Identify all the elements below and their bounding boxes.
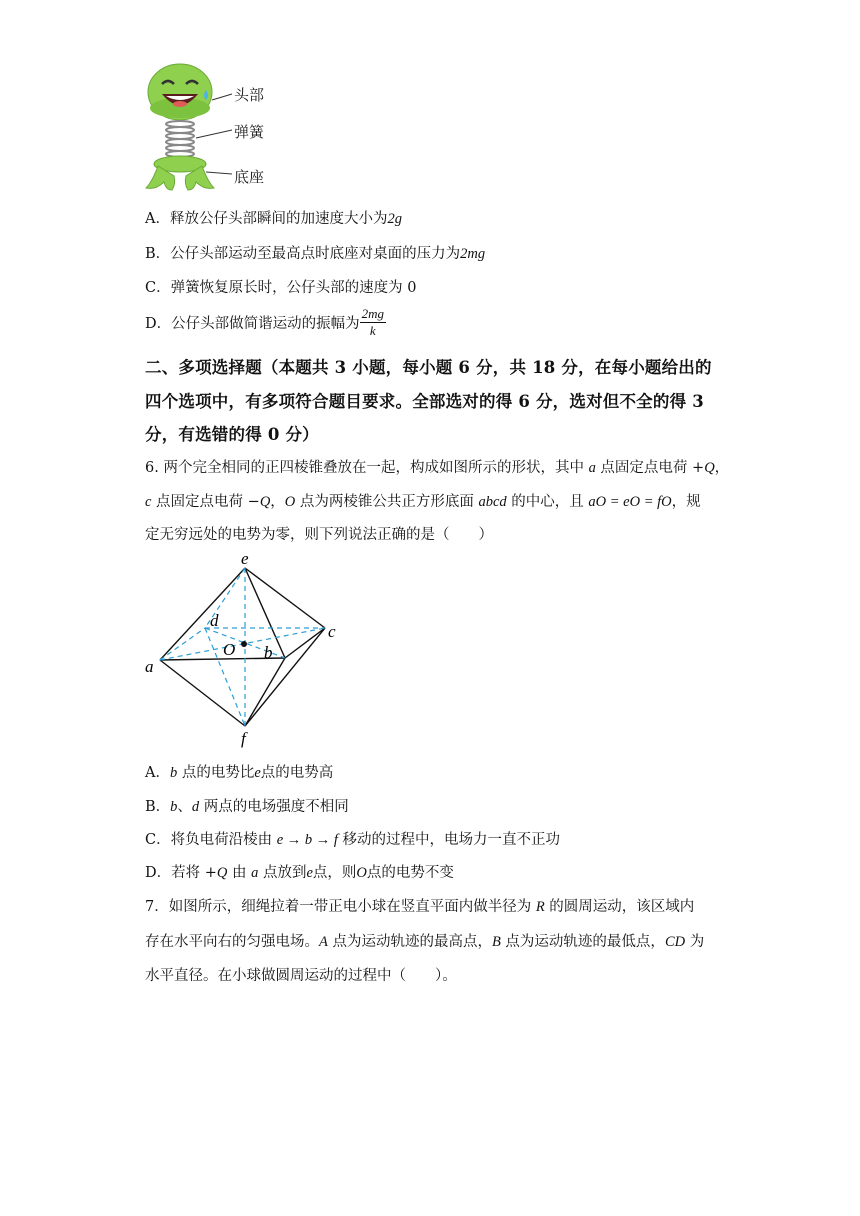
q7-line1: 7．如图所示，细绳拉着一带正电小球在竖直平面内做半径为 R 的圆周运动，该区域内 [145,899,695,915]
vertex-f-label: f [241,729,246,748]
pyramid-svg [140,548,350,748]
label-spring: 弹簧 [234,123,265,141]
vertex-a-label: a [145,657,154,676]
vertex-b-label: b [264,643,273,662]
q6-option-c: C．将负电荷沿棱由 e → b → f 移动的过程中，电场力一直不正功 [145,832,561,848]
q5-option-d: D．公仔头部做简谐运动的振幅为 $\frac{2mg}{k}$ [145,306,385,338]
q6-line3: 定无穷远处的电势为零，则下列说法正确的是（ ） [145,527,493,543]
q7-line2: 存在水平向右的匀强电场。A 点为运动轨迹的最高点，B 点为运动轨迹的最低点，CD 为 [145,934,705,950]
vertex-d-label: d [210,611,219,630]
section2-heading-line1: 二、多项选择题（本题共 3 小题，每小题 6 分，共 18 分，在每小题给出的 [145,358,712,377]
section2-heading-line2: 四个选项中，有多项符合题目要求。全部选对的得 6 分，选对但不全的得 3 [145,392,704,411]
q5-option-b: B．公仔头部运动至最高点时底座对桌面的压力为2mg [145,246,486,262]
toy-figure [140,62,290,197]
q6-line1: 6. 两个完全相同的正四棱锥叠放在一起，构成如图所示的形状，其中 a 点固定点电荷 +Q， [145,460,730,476]
vertex-e-label: e [241,549,249,568]
q7-line3: 水平直径。在小球做圆周运动的过程中（ ）。 [145,968,457,984]
section2-heading-line3: 分，有选错的得 0 分） [145,425,319,444]
center-o-label: O [223,640,236,659]
q6-option-b: B．b、d 两点的电场强度不相同 [145,799,349,815]
vertex-c-label: c [328,622,336,641]
q6-option-a: A．b 点的电势比e点的电势高 [145,765,334,781]
center-point-o [241,641,247,647]
label-base: 底座 [234,168,265,186]
label-head: 头部 [234,86,265,104]
q6-option-d: D．若将 +Q 由 a 点放到e点，则O点的电势不变 [145,865,454,881]
double-pyramid-diagram [140,548,350,748]
q5-option-c: C．弹簧恢复原长时，公仔头部的速度为 0 [145,280,417,296]
toy-illustration [140,62,290,197]
q5-option-a: A．释放公仔头部瞬间的加速度大小为2g [145,211,402,227]
q6-line2: c 点固定点电荷 −Q，O 点为两棱锥公共正方形底面 abcd 的中心，且 aO = eO = fO，规 [145,494,701,510]
amplitude-fraction: $\frac{2mg}{k}$ [361,306,385,338]
